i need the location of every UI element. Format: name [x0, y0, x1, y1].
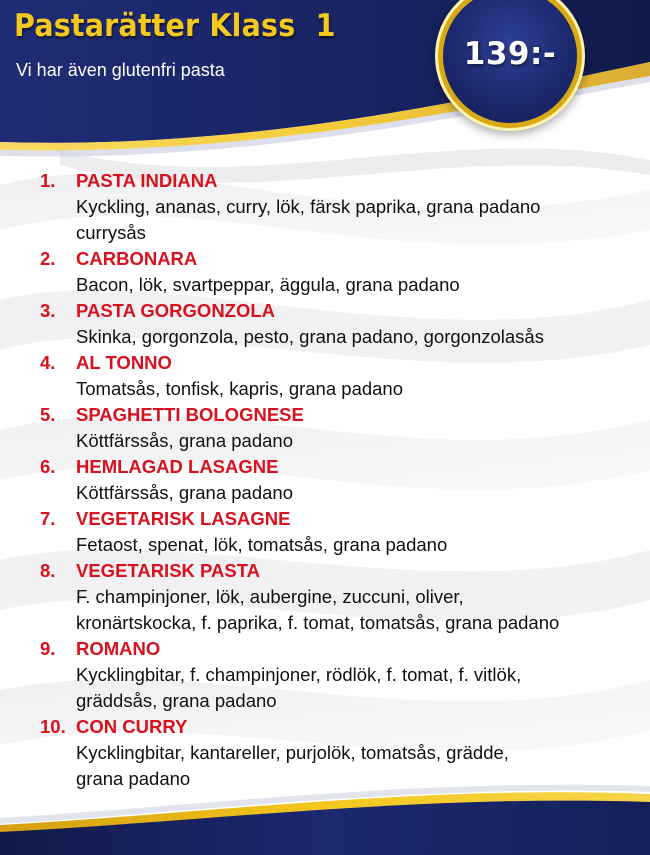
menu-item-description: Kycklingbitar, kantareller, purjolök, tomatsås, grädde, grana padano: [76, 742, 509, 789]
menu-item-number: 9.: [40, 638, 56, 659]
menu-item: [40, 298, 640, 350]
menu-item-name: VEGETARISK LASAGNE: [76, 508, 291, 529]
menu-item-name: HEMLAGAD LASAGNE: [76, 456, 279, 477]
menu-item: [40, 636, 640, 714]
menu-item-number: 4.: [40, 352, 56, 373]
menu-item-name: PASTA GORGONZOLA: [76, 300, 276, 321]
menu-item-description: F. champinjoner, lök, aubergine, zuccuni, oliver, kronärtskocka, f. paprika, f. tomat, tomatsås, grana padano: [76, 586, 560, 633]
menu-item-description: Kycklingbitar, f. champinjoner, rödlök, f. tomat, f. vitlök, gräddsås, grana padano: [76, 664, 522, 711]
menu-item-name: CARBONARA: [76, 248, 198, 269]
menu-item: [40, 558, 640, 636]
menu-item-number: 1.: [40, 170, 56, 191]
menu-item-description: Kyckling, ananas, curry, lök, färsk paprika, grana padano currysås: [76, 196, 541, 243]
menu-item-name: CON CURRY: [76, 716, 188, 737]
menu-item-description: Köttfärssås, grana padano: [76, 482, 294, 503]
page-title: Pastarätter Klass 1: [14, 8, 336, 44]
menu-item-number: 3.: [40, 300, 56, 321]
menu-item-name: ROMANO: [76, 638, 161, 659]
menu-item-number: 5.: [40, 404, 56, 425]
menu-item: [40, 168, 640, 246]
menu-item: [40, 454, 640, 506]
menu-item-description: Fetaost, spenat, lök, tomatsås, grana padano: [76, 534, 448, 555]
menu-item-description: Köttfärssås, grana padano: [76, 430, 294, 451]
menu-item-description: Skinka, gorgonzola, pesto, grana padano, gorgonzolasås: [76, 326, 544, 347]
menu-item-number: 7.: [40, 508, 56, 529]
page-subtitle: Vi har även glutenfri pasta: [16, 60, 225, 80]
menu-item-number: 10.: [40, 716, 66, 737]
menu-item-description: Bacon, lök, svartpeppar, äggula, grana padano: [76, 274, 460, 295]
menu-item-name: SPAGHETTI BOLOGNESE: [76, 404, 304, 425]
menu-item-number: 8.: [40, 560, 56, 581]
menu-item-description: Tomatsås, tonfisk, kapris, grana padano: [76, 378, 404, 399]
menu-list: [40, 168, 640, 792]
menu-item: [40, 402, 640, 454]
menu-item: [40, 506, 640, 558]
menu-item-name: AL TONNO: [76, 352, 172, 373]
menu-item-number: 2.: [40, 248, 56, 269]
menu-item: [40, 350, 640, 402]
menu-item-name: VEGETARISK PASTA: [76, 560, 260, 581]
price-label: 139:-: [463, 36, 557, 72]
menu-item-number: 6.: [40, 456, 56, 477]
menu-item-name: PASTA INDIANA: [76, 170, 218, 191]
menu-item: [40, 246, 640, 298]
footer-banner: [0, 770, 650, 855]
